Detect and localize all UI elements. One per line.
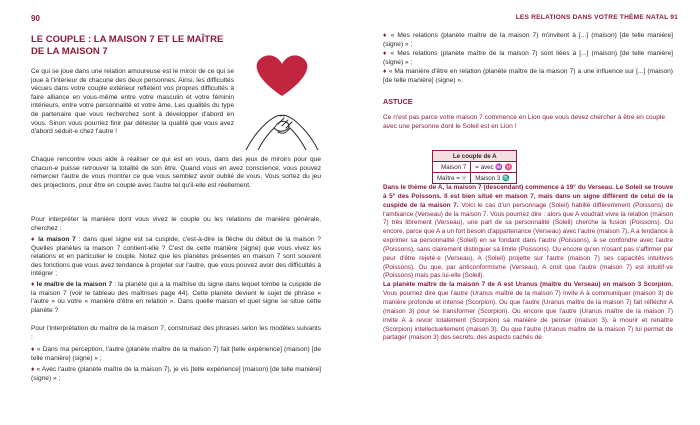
diamond-bullet-icon: ♦ [31, 281, 35, 288]
model-sentence-5 [383, 68, 673, 85]
analysis-text [383, 184, 673, 343]
model-sentence-2 [31, 366, 321, 383]
analysis-text-2: Vous pourriez dire que l'autre (Uranus maître de la maison 7) invite A à communiquer (maison 3) de manière profonde et intense (Scorpion). Ou que l'autre (Uranus maître de la maison 7) fait réfléchir A (maison 3) pour se transformer (Scorpion). Ou encore que l'autre (Uranus maître de la maison 7) invite A à revoir totalement (Scorpion) sa manière de penser (maison 3), à mourir et renaître (Scorpion) intellectuellement (maison 3). Ou que l'autre (Uranus maître de la maison 7) lui permet de partager (maison 3) des secrets, des aspects cachés de [383, 290, 673, 342]
table-row [433, 162, 517, 173]
bullet-1-text: : dans quel signe est sa cuspide, c'est-à-dire la flèche du début de la maison ? Quelles planètes la maison 7 contient-elle ? C'est de cette manière (signe) que vous vivez les relations et en particulier le couple. Notez que les planètes présentes en maison 7 sont souvent des fonctions que vous avez tendance à projeter sur l'autre, que vous pouvez avoir des difficultés à intégrer ; [31, 236, 321, 278]
analysis-bold-1: Dans le thème de A, la maison 7 (descendant) commence à 19° du Verseau. Le Soleil se trouve à 5° des Poissons. Il est bien situé en maison 7, mais dans un signe différent de celui de la cuspide de la maison 7. [383, 184, 673, 209]
model-2-text: « Avec l'autre (planète maître de la maison 7), je vis [telle expérience] (maison) [de telle manière] (signe) » ; [31, 366, 321, 382]
holding-hands-illustration [238, 50, 326, 150]
bullet-maison-7 [31, 236, 321, 279]
model-3-text: « Mes relations (planète maître de la maison 7) m'invitent à [...] (maison) [de telle manière] (signe) » ; [383, 32, 673, 48]
paragraph-2: Chaque rencontre vous aide à réaliser ce qui est en vous, dans des jeux de miroirs pour que chacun-e puisse retrouver la totalité de son être. Quand vous en avez conscience, vous pouvez remercier l'autre de vous montrer ce que vous semblez avoir oublié de vous. Vous sortez du jeu des projections, pour être en couple avec l'autre tel qu'il-elle est réellement. [31, 156, 321, 189]
bullet-maitre-maison-7 [31, 281, 321, 315]
heart-icon [257, 55, 308, 96]
analysis-text-1: Voici le cas d'un personnage (Soleil) habillé différemment (Poissons) de l'ambiance (Verseau) de la maison 7. Vous pourriez dire : alors que A voudrait vivre la relation (maison 7) très librement (Verseau), une part de sa personnalité (Soleil) cherche la fusion (Poissons). Ou encore, parce que A a un fort besoin d'appartenance (Verseau) avec l'autre (maison 7), A a tendance à exprimer sa personnalité (Soleil) en se fondant dans l'autre (Poissons), à se confondre avec l'autre (Poissons), sans clairement distinguer sa limite (Poissons). Ou encore qu'en n'osant pas s'affirmer par peur d'être rejeté·e (Verseau), A (Soleil) projette sur l'autre (maison 7) ses capacités intuitives (Poissons). Ou que, par anticonformisme (Verseau), A croit que l'autre (maison 7) est intuitif·ve (Poissons) mais pas lui-elle (Soleil). [383, 201, 673, 280]
running-head-text: LES RELATIONS DANS VOTRE THÈME NATAL [515, 14, 669, 21]
diamond-bullet-icon: ♦ [31, 236, 36, 243]
table-header: Le couple de A [433, 151, 517, 162]
page-number-right: 91 [670, 14, 678, 21]
bullet-2-text: : la planète qui a la maîtrise du signe dans lequel tombe la cuspide de la maison 7 (voir le tableau des maîtrises page 44). Cette planète devient le sujet de phrase « l'autre » ou votre « manière d'être en relation ». Dans quelle maison et quel signe se situe cette planète ? [31, 281, 322, 314]
intro-paragraph: Ce qui se joue dans une relation amoureuse est le miroir de ce qui se joue à l'intérieur de chacune des deux personnes. Ainsi, les difficultés vécues dans votre couple extérieur reflètent vos propres difficultés à faire alliance en vous-même entre votre masculin et votre féminin intérieurs, entre votre personnalité et votre âme. Les qualités du type de partenaire que vous recherchez sont à développer d'abord en vous. Sinon vous pourriez finir par détester la qualité que vous avez d'abord séduit-e chez l'autre ! [31, 68, 234, 136]
section-title: LE COUPLE : LA MAISON 7 ET LE MAÎTRE DE LA MAISON 7 [31, 34, 224, 57]
table-cell: Maison 7 [433, 162, 471, 173]
model-5-text: « Ma manière d'être en relation (planète maître de la maison 7) a une influence sur [...] (maison) [de telle manière] (signe) ». [383, 68, 673, 84]
model-sentence-3 [383, 32, 673, 49]
diamond-bullet-icon: ♦ [31, 366, 35, 373]
table-cell: = avec ♒ ♓ [471, 162, 517, 173]
astuce-heading: ASTUCE [383, 97, 413, 106]
paragraph-4: Pour l'interprétation du maître de la maison 7, construisez des phrases selon les modèles suivants : [31, 325, 321, 341]
table-cell: Maître = ♅ [433, 173, 471, 184]
diamond-bullet-icon: ♦ [383, 32, 388, 39]
model-4-text: « Mes relations (planète maître de la maison 7) sont liées à [...] (maison) [de telle manière] (signe) » ; [383, 50, 673, 66]
bullet-2-label: le maître de la maison 7 [36, 281, 113, 288]
bullet-1-label: la maison 7 [38, 236, 76, 243]
model-1-text: « Dans ma perception, l'autre (planète maître de la maison 7) fait [telle expérience] (maison) [de telle manière] (signe) » ; [31, 346, 321, 362]
running-head [516, 14, 678, 21]
analysis-bold-2: La planète maître de la maison 7 de A est Uranus (maître du Verseau) en maison 3 Scorpion. [383, 281, 673, 289]
diamond-bullet-icon: ♦ [31, 346, 35, 353]
page-number-left: 90 [31, 14, 40, 23]
diamond-bullet-icon: ♦ [383, 68, 387, 75]
model-sentence-4 [383, 50, 673, 67]
astuce-text: Ce n'est pas parce votre maison 7 commence en Lion que vous devez chercher à être en couple avec une personne dont le Soleil est en Lion ! [383, 114, 666, 130]
model-sentence-1 [31, 346, 321, 363]
table-row [433, 173, 517, 184]
couple-table [432, 150, 517, 184]
paragraph-3: Pour interpréter la manière dont vous vivez le couple ou les relations de manière générale, cherchez : [31, 216, 321, 232]
diamond-bullet-icon: ♦ [383, 50, 388, 57]
table-cell: Maison 3 ♏ [471, 173, 517, 184]
